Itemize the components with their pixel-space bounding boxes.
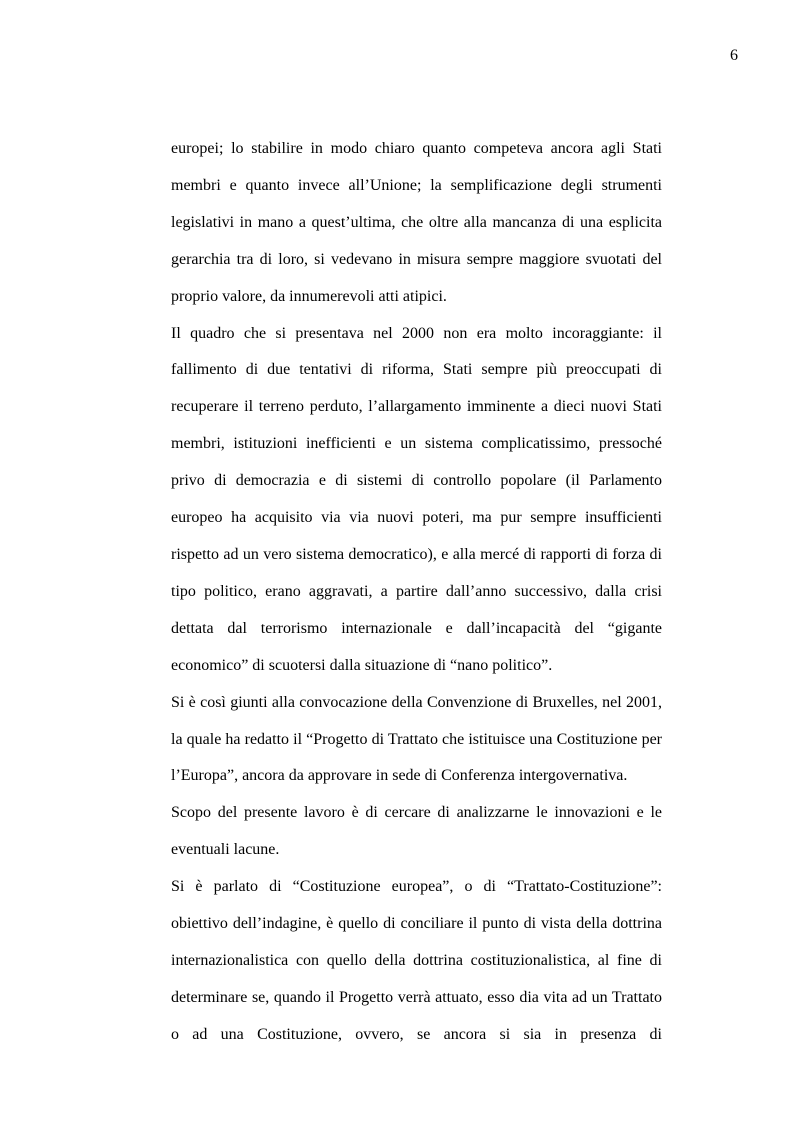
paragraph-2: Il quadro che si presentava nel 2000 non era molto incoraggiante: il fallimento di due tentativi di riforma, Stati sempre più preoccupati di recuperare il terreno perduto, l’allargamento imminente a dieci nuovi Stati membri, istituzioni inefficienti e un sistema complicatissimo, pressoché privo di democrazia e di sistemi di controllo popolare (il Parlamento europeo ha acquisito via via nuovi poteri, ma pur sempre insufficienti rispetto ad un vero sistema democratico), e alla mercé di rapporti di forza di tipo politico, erano aggravati, a partire dall’anno successivo, dalla crisi dettata dal terrorismo internazionale e dall’incapacità del “gigante economico” di scuotersi dalla situazione di “nano politico”. <box>171 324 662 674</box>
paragraph-3: Si è così giunti alla convocazione della Convenzione di Bruxelles, nel 2001, la quale ha redatto il “Progetto di Trattato che istituisce una Costituzione per l’Europa”, ancora da approvare in sede di Conferenza intergovernativa. <box>171 693 662 785</box>
paragraph-4: Scopo del presente lavoro è di cercare di analizzarne le innovazioni e le eventuali lacune. <box>171 804 662 859</box>
paragraph-5: Si è parlato di “Costituzione europea”, o di “Trattato-Costituzione”: obiettivo dell’indagine, è quello di conciliare il punto di vista della dottrina internazionalistica con quello della dottrina costituzionalistica, al fine di determinare se, quando il Progetto verrà attuato, esso dia vita ad un Trattato o ad una Costituzione, ovvero, se ancora si sia in presenza di <box>171 878 662 1043</box>
body-text <box>171 131 662 1054</box>
paragraph-1: europei; lo stabilire in modo chiaro quanto competeva ancora agli Stati membri e quanto invece all’Unione; la semplificazione degli strumenti legislativi in mano a quest’ultima, che oltre alla mancanza di una esplicita gerarchia tra di loro, si vedevano in misura sempre maggiore svuotati del proprio valore, da innumerevoli atti atipici. <box>171 140 662 305</box>
page-number: 6 <box>730 47 738 64</box>
